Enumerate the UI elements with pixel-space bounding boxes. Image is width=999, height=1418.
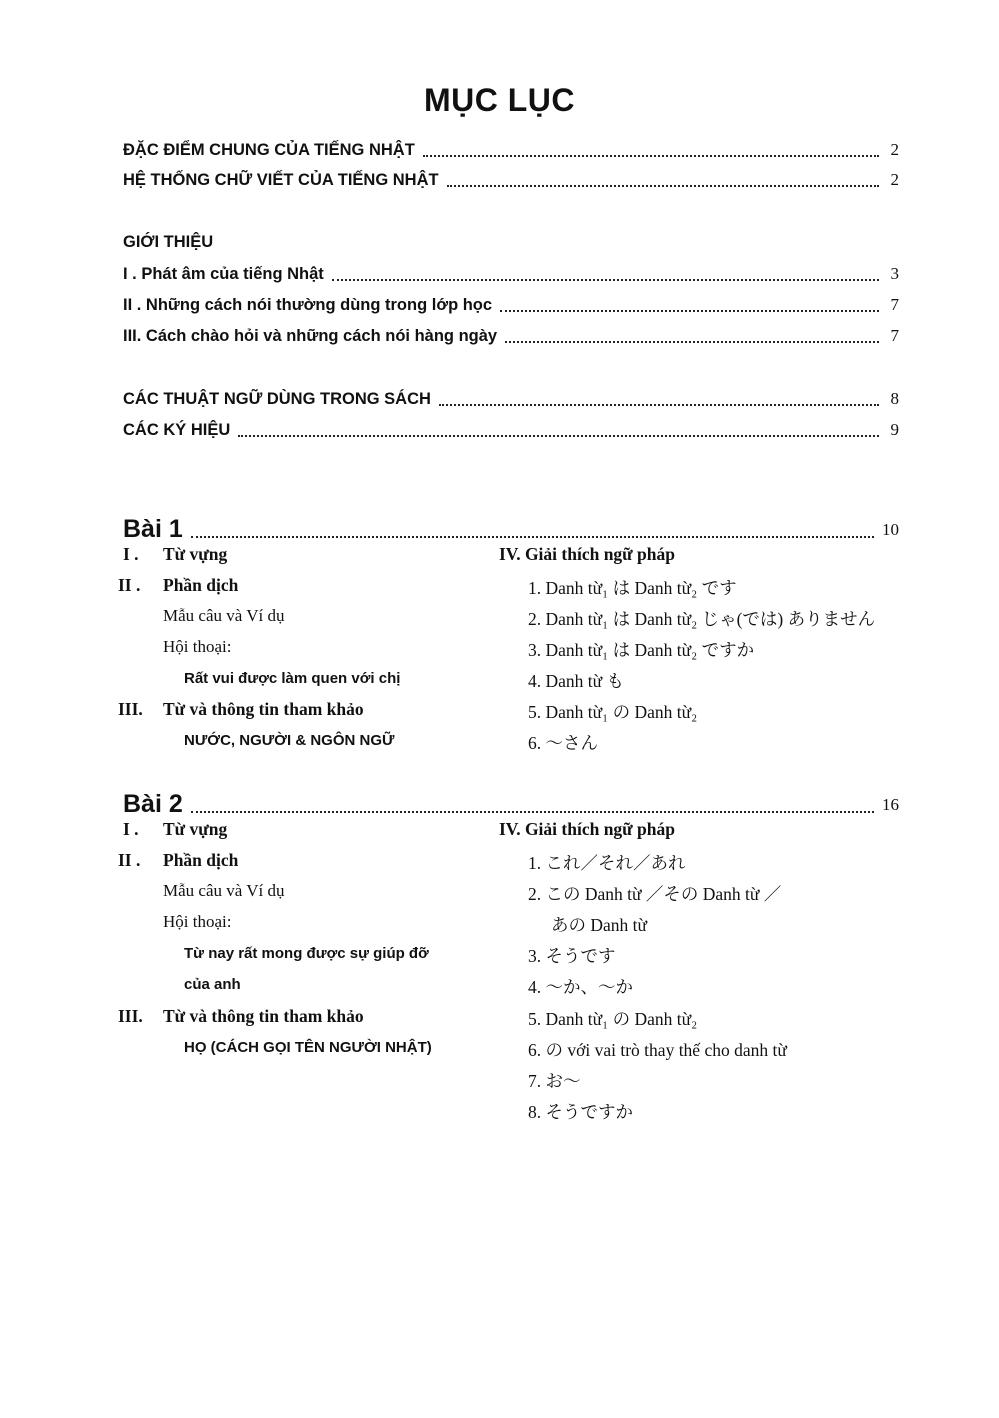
section-text: Từ và thông tin tham khảo	[163, 1006, 364, 1026]
subsection-item: Mẫu câu và Ví dụ	[163, 606, 285, 625]
section-translation	[118, 575, 238, 596]
grammar-item: 5. Danh từ₁ の Danh từ₂	[528, 702, 698, 722]
section-heading	[123, 233, 899, 259]
lesson-entry	[123, 787, 899, 819]
leader-dots	[238, 435, 879, 437]
section-vocabulary	[123, 544, 227, 565]
grammar-item: 4. ～か、～か	[528, 977, 633, 997]
section-reference	[118, 1006, 364, 1027]
toc-entry	[123, 295, 899, 321]
toc-entry-page: 9	[890, 420, 899, 439]
section-number: I .	[123, 819, 139, 839]
grammar-item: 2. この Danh từ ／その Danh từ ／	[528, 884, 782, 904]
leader-dots	[191, 811, 874, 813]
toc-entry	[123, 140, 899, 166]
toc-entry	[123, 420, 899, 446]
toc-entry-page: 2	[890, 170, 899, 189]
toc-entry-label: I . Phát âm của tiếng Nhật	[123, 265, 324, 283]
subsection-item: Hội thoại:	[163, 637, 232, 656]
lesson-page: 10	[882, 520, 899, 539]
intro-heading: GIỚI THIỆU	[123, 233, 214, 251]
toc-entry	[123, 170, 899, 196]
section-number: III.	[118, 1006, 143, 1026]
subsection-item: Mẫu câu và Ví dụ	[163, 881, 285, 900]
grammar-item-continued: あの Danh từ	[551, 915, 648, 935]
grammar-item: 3. そうです	[528, 946, 616, 966]
toc-entry-page: 2	[890, 140, 899, 159]
toc-entry-label: III. Cách chào hỏi và những cách nói hàng ngày	[123, 327, 498, 345]
leader-dots	[423, 155, 879, 157]
section-reference	[118, 699, 364, 720]
lesson-page: 16	[882, 795, 899, 814]
dialogue-title: Rất vui được làm quen với chị	[184, 670, 401, 687]
lesson-entry	[123, 512, 899, 544]
section-number: I .	[123, 544, 139, 564]
toc-entry-label: CÁC THUẬT NGỮ DÙNG TRONG SÁCH	[123, 390, 431, 408]
grammar-item: 5. Danh từ₁ の Danh từ₂	[528, 1009, 698, 1029]
dialogue-title-continued: của anh	[184, 976, 241, 993]
grammar-item: 2. Danh từ₁ は Danh từ₂ じゃ(では) ありません	[528, 609, 876, 629]
reference-topic: NƯỚC, NGƯỜI & NGÔN NGỮ	[184, 732, 395, 749]
toc-entry-label: CÁC KÝ HIỆU	[123, 421, 231, 439]
toc-entry-page: 3	[890, 264, 899, 283]
toc-entry-label: II . Những cách nói thường dùng trong lớp học	[123, 296, 493, 314]
section-number: II .	[118, 850, 141, 870]
dialogue-title: Từ nay rất mong được sự giúp đỡ	[184, 945, 429, 962]
grammar-item: 6. の với vai trò thay thế cho danh từ	[528, 1040, 787, 1060]
grammar-item: 3. Danh từ₁ は Danh từ₂ ですか	[528, 640, 755, 660]
toc-entry	[123, 389, 899, 415]
toc-entry	[123, 326, 899, 352]
section-text: Phần dịch	[163, 575, 239, 595]
section-number: II .	[118, 575, 141, 595]
leader-dots	[439, 404, 879, 406]
toc-entry-page: 7	[890, 326, 899, 345]
page-title: MỤC LỤC	[423, 82, 576, 118]
grammar-item: 7. お～	[528, 1071, 581, 1091]
leader-dots	[500, 310, 879, 312]
grammar-item: 8. そうですか	[528, 1102, 633, 1122]
section-text: Từ vựng	[163, 544, 228, 564]
section-translation	[118, 850, 238, 871]
lesson-title: Bài 1	[123, 515, 183, 543]
leader-dots	[332, 279, 879, 281]
grammar-heading: IV. Giải thích ngữ pháp	[499, 544, 676, 564]
toc-entry	[123, 264, 899, 290]
lesson-title: Bài 2	[123, 790, 183, 818]
section-number: III.	[118, 699, 143, 719]
grammar-item: 4. Danh từ も	[528, 671, 625, 691]
grammar-item: 1. Danh từ₁ は Danh từ₂ です	[528, 578, 737, 598]
section-text: Từ vựng	[163, 819, 228, 839]
section-text: Phần dịch	[163, 850, 239, 870]
leader-dots	[191, 536, 874, 538]
toc-entry-label: HỆ THỐNG CHỮ VIẾT CỦA TIẾNG NHẬT	[123, 171, 439, 189]
leader-dots	[505, 341, 879, 343]
toc-entry-page: 8	[890, 389, 899, 408]
grammar-item: 1. これ／それ／あれ	[528, 853, 686, 873]
leader-dots	[447, 185, 879, 187]
section-text: Từ và thông tin tham khảo	[163, 699, 364, 719]
toc-entry-page: 7	[890, 295, 899, 314]
grammar-item: 6. ～さん	[528, 733, 598, 753]
section-vocabulary	[123, 819, 227, 840]
reference-topic: HỌ (CÁCH GỌI TÊN NGƯỜI NHẬT)	[184, 1039, 432, 1056]
toc-entry-label: ĐẶC ĐIỂM CHUNG CỦA TIẾNG NHẬT	[123, 141, 415, 159]
grammar-heading: IV. Giải thích ngữ pháp	[499, 819, 676, 839]
subsection-item: Hội thoại:	[163, 912, 232, 931]
